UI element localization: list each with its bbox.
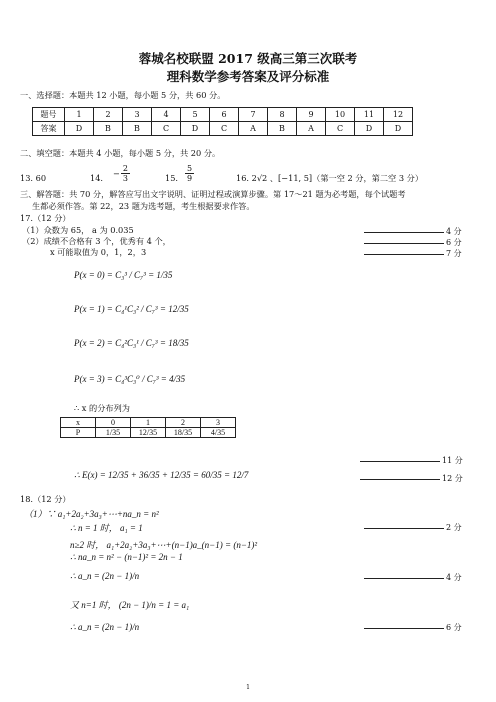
answer-table-header-cell: 6 — [210, 108, 239, 122]
score-mark-4b: 4 分 — [364, 572, 462, 583]
distribution-x-value: 0 — [96, 418, 131, 428]
answer-15-den: 9 — [187, 174, 193, 183]
answer-table-answer-cell: D — [355, 122, 384, 136]
answer-14-label: 14. — [90, 173, 104, 183]
answer-table-header-cell: 8 — [268, 108, 297, 122]
answer-table-header-cell: 10 — [326, 108, 355, 122]
q18-heading: 18.（12 分） — [20, 494, 71, 504]
q18-line-5: ∴ a_n = (2n − 1)/n — [70, 571, 140, 581]
score-mark-6b: 6 分 — [364, 622, 462, 633]
answer-13: 13. 60 — [20, 173, 47, 183]
answer-table-answer-cell: A — [297, 122, 326, 136]
p-x3-expression: P(x = 3) = C₄³C₃⁰ / C₇³ = 4/35 — [74, 374, 186, 384]
section-1-heading: 一、选择题：本题共 12 小题，每小题 5 分，共 60 分。 — [20, 90, 226, 100]
q18-line-4: ∴ na_n = n² − (n−1)² = 2n − 1 — [70, 552, 183, 562]
distribution-p-value: 18/35 — [166, 428, 201, 438]
answer-table-header-cell: 2 — [94, 108, 123, 122]
answer-15-num: 5 — [187, 164, 193, 173]
answer-14-sign: − — [113, 168, 120, 179]
q18-line-7: ∴ a_n = (2n − 1)/n — [70, 622, 140, 632]
distribution-p-value: 4/35 — [201, 428, 236, 438]
score-mark-12: 12 分 — [360, 473, 463, 484]
distribution-table — [60, 417, 236, 438]
answer-table-answer-cell: A — [239, 122, 268, 136]
answer-14-value — [113, 164, 131, 183]
title-line-1: 蓉城名校联盟 2017 级高三第三次联考 — [138, 51, 358, 66]
answer-table-answer-cell: B — [268, 122, 297, 136]
q17-line-3: x 可能取值为 0，1，2，3 — [50, 247, 147, 257]
answer-table-answer-cell: C — [152, 122, 181, 136]
answer-table — [32, 107, 413, 136]
q18-line-1: （1）∵ a₁+2a₂+3a₃+⋯+na_n = n² — [24, 509, 159, 519]
q17-heading: 17.（12 分） — [20, 213, 71, 223]
answer-table-answer-row — [33, 122, 413, 136]
answer-table-answer-cell: D — [65, 122, 94, 136]
distribution-x-value: 1 — [131, 418, 166, 428]
distribution-p-value: 12/35 — [131, 428, 166, 438]
answer-table-header-cell: 9 — [297, 108, 326, 122]
answer-15-value — [184, 164, 195, 183]
distribution-p-label: P — [61, 428, 96, 438]
q18-line-2: ∴ n = 1 时， a₁ = 1 — [70, 523, 143, 533]
page-number: 1 — [246, 684, 250, 691]
answer-table-header-cell: 11 — [355, 108, 384, 122]
section-3-heading-b: 生都必须作答。第 22，23 题为选考题，考生根据要求作答。 — [32, 201, 255, 211]
answer-table-header-cell: 7 — [239, 108, 268, 122]
answer-table-header-cell: 1 — [65, 108, 94, 122]
distribution-x-value: 3 — [201, 418, 236, 428]
answer-table-answer-cell: 答案 — [33, 122, 65, 136]
q17-line-2: （2）成绩不合格有 3 个，优秀有 4 个， — [22, 236, 171, 246]
answer-14-num: 2 — [122, 164, 128, 173]
answer-table-answer-cell: B — [94, 122, 123, 136]
score-mark-7: 7 分 — [364, 248, 462, 259]
q18-line-6: 又 n=1 时， (2n − 1)/n = 1 = a₁ — [70, 600, 190, 610]
score-mark-4a: 4 分 — [364, 226, 462, 237]
distribution-x-row — [61, 418, 236, 428]
distribution-p-row — [61, 428, 236, 438]
section-2-heading: 二、填空题：本题共 4 小题，每小题 5 分，共 20 分。 — [20, 148, 221, 158]
q18-line-3: n≥2 时， a₁+2a₂+3a₃+⋯+(n−1)a_(n−1) = (n−1)² — [70, 540, 258, 550]
answer-15-label: 15. — [165, 173, 179, 183]
answer-table-answer-cell: D — [181, 122, 210, 136]
distribution-x-label: x — [61, 418, 96, 428]
answer-table-answer-cell: C — [326, 122, 355, 136]
distribution-lead: ∴ x 的分布列为 — [74, 403, 130, 413]
p-x2-expression: P(x = 2) = C₄²C₃¹ / C₇³ = 18/35 — [74, 338, 189, 348]
score-mark-2: 2 分 — [364, 522, 462, 533]
answer-table-answer-cell: D — [384, 122, 413, 136]
answer-14-den: 3 — [122, 174, 128, 183]
distribution-x-value: 2 — [166, 418, 201, 428]
answer-table-answer-cell: B — [123, 122, 152, 136]
answer-table-header-cell: 题号 — [33, 108, 65, 122]
p-x0-expression: P(x = 0) = C₃³ / C₇³ = 1/35 — [74, 270, 173, 280]
score-mark-6a: 6 分 — [364, 237, 462, 248]
distribution-p-value: 1/35 — [96, 428, 131, 438]
title-line-2: 理科数学参考答案及评分标准 — [166, 69, 330, 84]
q17-line-1: （1）众数为 65， a 为 0.035 — [22, 225, 134, 235]
answer-table-header-row — [33, 108, 413, 122]
answer-table-answer-cell: C — [210, 122, 239, 136]
answer-table-header-cell: 3 — [123, 108, 152, 122]
section-3-heading-a: 三、解答题：共 70 分，解答应写出文字说明、证明过程或演算步骤。第 17～21 题为必考题，每个试题考 — [20, 189, 406, 199]
answer-16: 16. 2√2 、[−11, 5]（第一空 2 分，第二空 3 分） — [236, 173, 424, 183]
answer-table-header-cell: 4 — [152, 108, 181, 122]
score-mark-11: 11 分 — [360, 455, 463, 466]
answer-table-header-cell: 12 — [384, 108, 413, 122]
p-x1-expression: P(x = 1) = C₄¹C₃² / C₇³ = 12/35 — [74, 304, 189, 314]
expectation-expression: ∴ E(x) = 12/35 + 36/35 + 12/35 = 60/35 = 12/7 — [74, 470, 249, 480]
answer-table-header-cell: 5 — [181, 108, 210, 122]
